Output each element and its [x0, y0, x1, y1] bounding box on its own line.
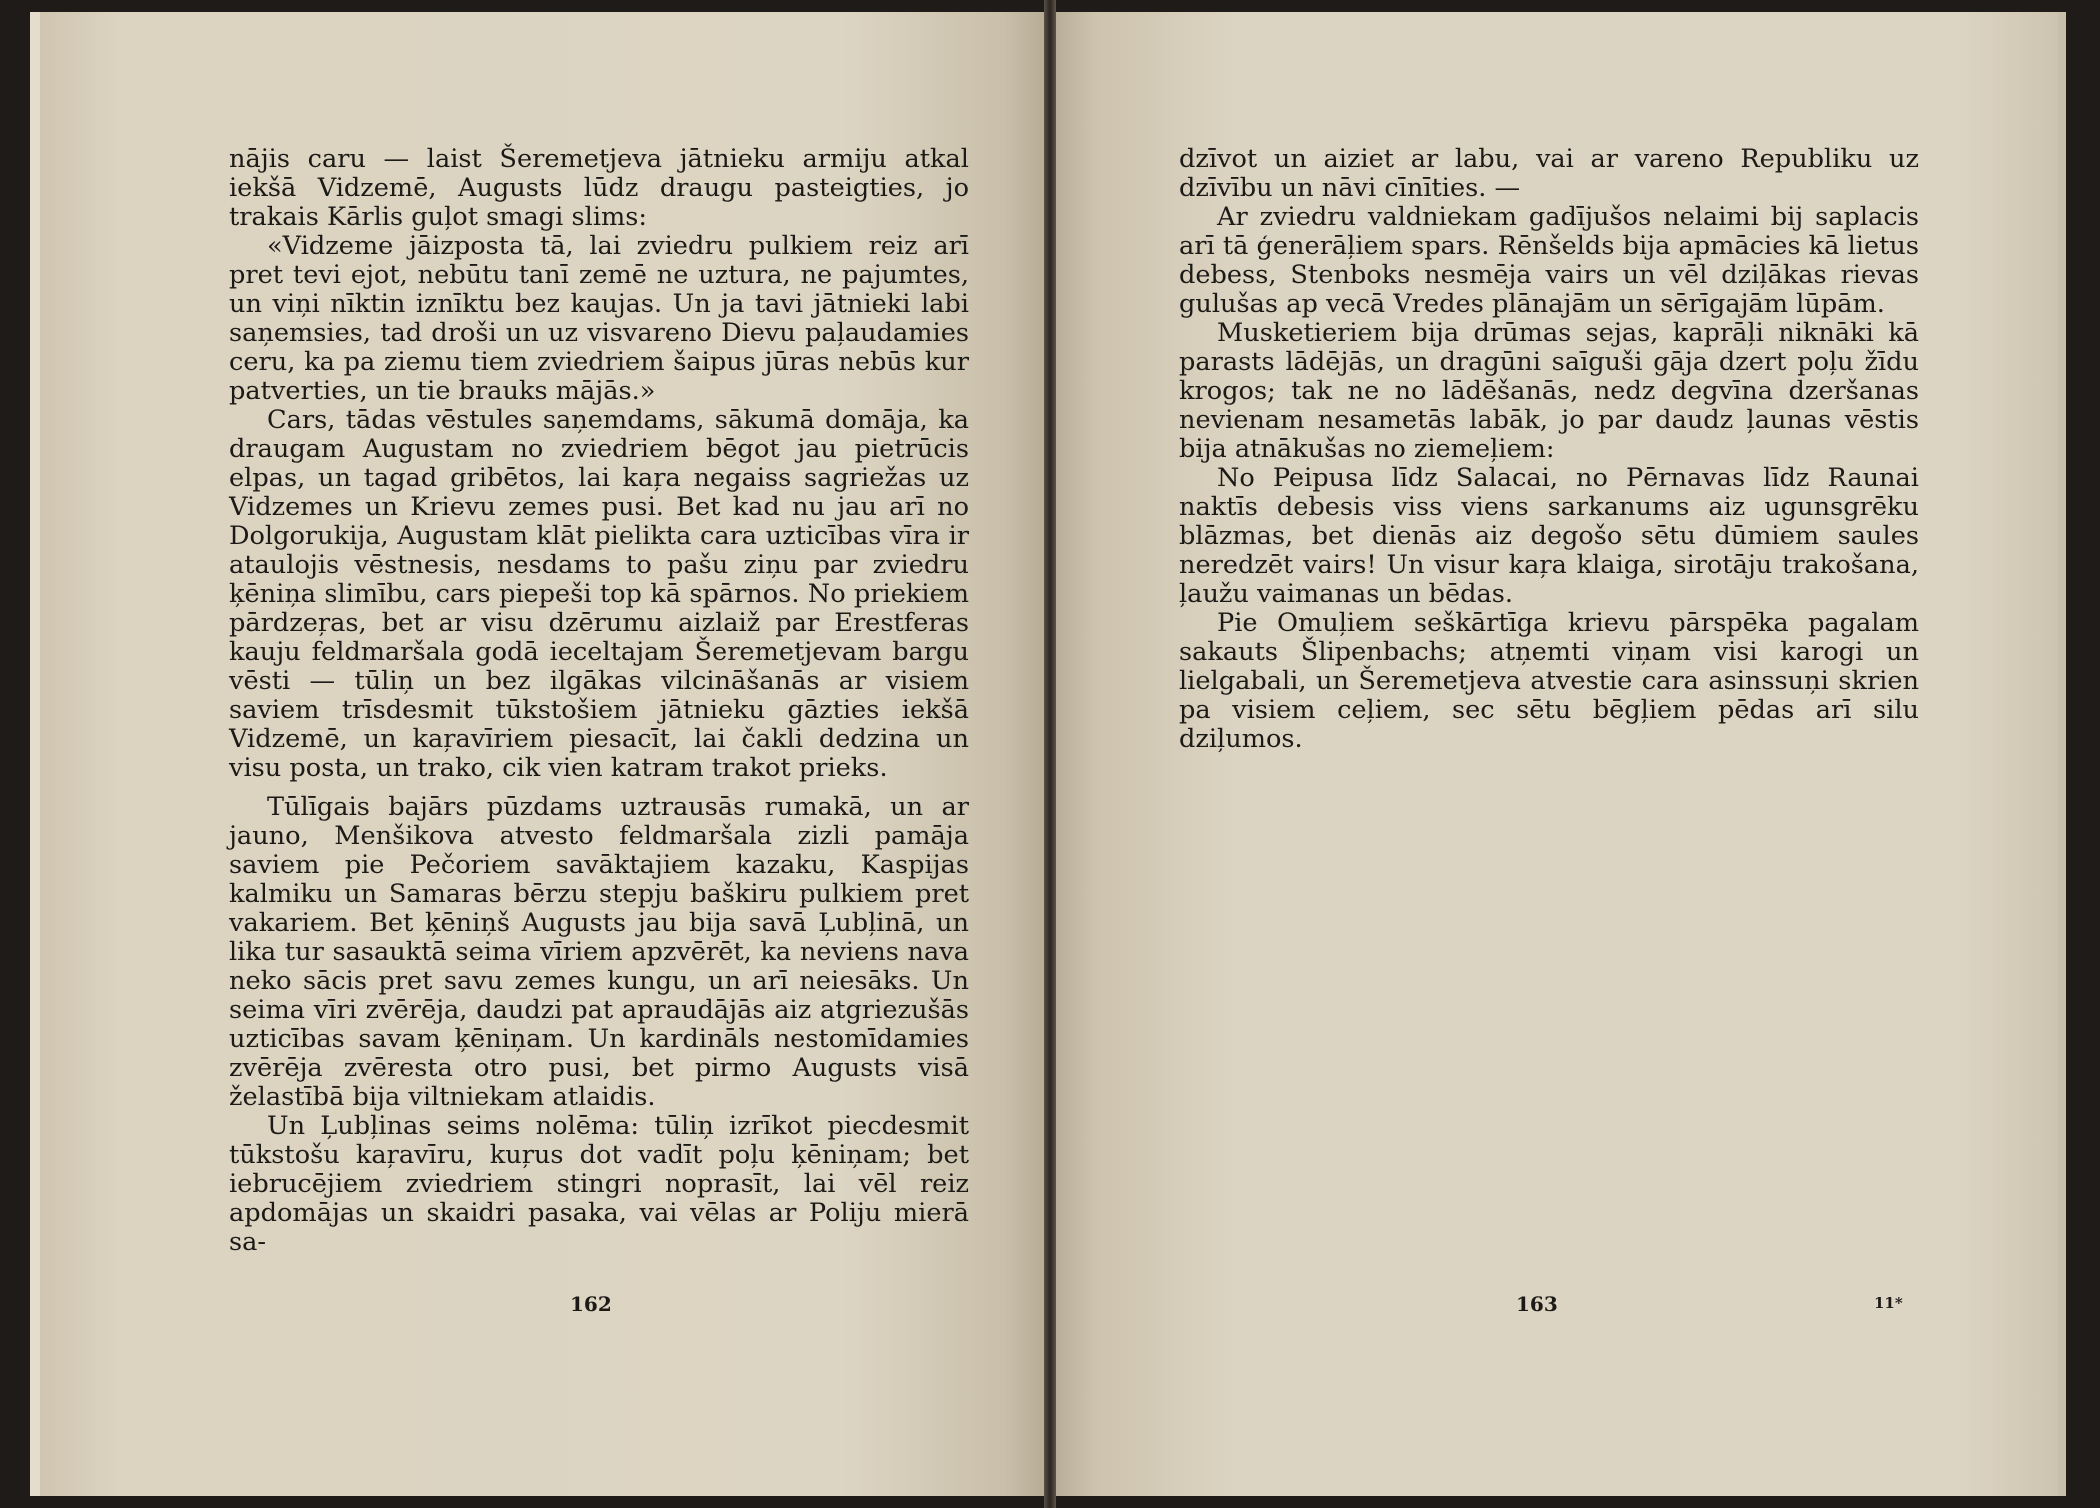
paragraph: nājis caru — laist Šeremetjeva jātnieku armiju atkal iekšā Vidzemē, Augusts lūdz draugu pasteigties, jo trakais Kārlis guļot smagi slims:: [229, 144, 969, 232]
right-page: [1056, 12, 2066, 1496]
right-page-text: [1179, 145, 1919, 754]
signature-mark: 11*: [1874, 1294, 1903, 1312]
left-page-text: [229, 145, 969, 1257]
page-number: 163: [1516, 1292, 1558, 1316]
paragraph: Ar zviedru valdniekam gadījušos nelaimi bij saplacis arī tā ģenerāļiem spars. Rēnšelds bija apmācies kā lietus debess, Stenboks nesmēja vairs un vēl dziļākas rievas gulušas ap vecā Vredes plānajām un sērīgajām lūpām.: [1179, 202, 1919, 319]
paragraph: dzīvot un aiziet ar labu, vai ar vareno Republiku uz dzīvību un nāvi cīnīties. —: [1179, 144, 1919, 203]
paragraph: Pie Omuļiem seškārtīga krievu pārspēka pagalam sakauts Šlipenbachs; atņemti viņam visi karogi un lielgabali, un Šeremetjeva atvestie cara asinssuņi skrien pa visiem ceļiem, sec sētu bēgļiem pēdas arī silu dziļumos.: [1179, 608, 1919, 754]
left-page: [30, 12, 1044, 1496]
paragraph: Un Ļubļinas seims nolēma: tūliņ izrīkot piecdesmit tūkstošu kaŗavīru, kuŗus dot vadīt poļu ķēniņam; bet iebrucējiem zviedriem stingri noprasīt, lai vēl reiz apdomājas un skaidri pasaka, vai vēlas ar Poliju mierā sa-: [229, 1111, 969, 1257]
paragraph: «Vidzeme jāizposta tā, lai zviedru pulkiem reiz arī pret tevi ejot, nebūtu tanī zemē ne uztura, ne pajumtes, un viņi nīktin iznīktu bez kaujas. Un ja tavi jātnieki labi saņemsies, tad droši un uz visvareno Dievu paļaudamies ceru, ka pa ziemu tiem zviedriem šaipus jūras nebūs kur patverties, un tie brauks mājās.»: [229, 231, 969, 406]
paragraph: Tūlīgais bajārs pūzdams uztrausās rumakā, un ar jauno, Menšikova atvesto feldmaršala zizli pamāja saviem pie Pečoriem savāktajiem kazaku, Kaspijas kalmiku un Samaras bērzu stepju baškiru pulkiem pret vakariem. Bet ķēniņš Augusts jau bija savā Ļubļinā, un lika tur sasauktā seima vīriem apzvērēt, ka neviens nava neko sācis pret savu zemes kungu, un arī neiesāks. Un seima vīri zvērēja, daudzi pat apraudājās aiz atgriezušās uzticības savam ķēniņam. Un kardināls nestomīdamies zvērēja zvēresta otro pusi, bet pirmo Augusts visā želastībā bija viltniekam atlaidis.: [229, 792, 969, 1112]
page-number: 162: [570, 1292, 612, 1316]
paragraph: Musketieriem bija drūmas sejas, kaprāļi niknāki kā parasts lādējās, un dragūni saīguši gāja dzert poļu žīdu krogos; tak ne no lādēšanās, nedz degvīna dzeršanas nevienam nesametās labāk, jo par daudz ļaunas vēstis bija atnākušas no ziemeļiem:: [1179, 318, 1919, 464]
paragraph: No Peipusa līdz Salacai, no Pērnavas līdz Raunai naktīs debesis viss viens sarkanums aiz ugunsgrēku blāzmas, bet dienās aiz degošo sētu dūmiem saules neredzēt vairs! Un visur kaŗa klaiga, sirotāju trakošana, ļaužu vaimanas un bēdas.: [1179, 463, 1919, 609]
paragraph: Cars, tādas vēstules saņemdams, sākumā domāja, ka draugam Augustam no zviedriem bēgot jau pietrūcis elpas, un tagad gribētos, lai kaŗa negaiss sagriežas uz Vidzemes un Krievu zemes pusi. Bet kad nu jau arī no Dolgorukija, Augustam klāt pielikta cara uzticības vīra ir ataulojis vēstnesis, nesdams to pašu ziņu par zviedru ķēniņa slimību, cars piepeši top kā spārnos. No priekiem pārdzeŗas, bet ar visu dzērumu aizlaiž par Erestferas kauju feldmaršala godā ieceltajam Šeremetjevam bargu vēsti — tūliņ un bez ilgākas vilcināšanās ar visiem saviem trīsdesmit tūkstošiem jātnieku gāzties iekšā Vidzemē, un kaŗavīriem piesacīt, lai čakli dedzina un visu posta, un trako, cik vien katram trakot prieks.: [229, 405, 969, 783]
book-gutter: [1044, 0, 1056, 1508]
